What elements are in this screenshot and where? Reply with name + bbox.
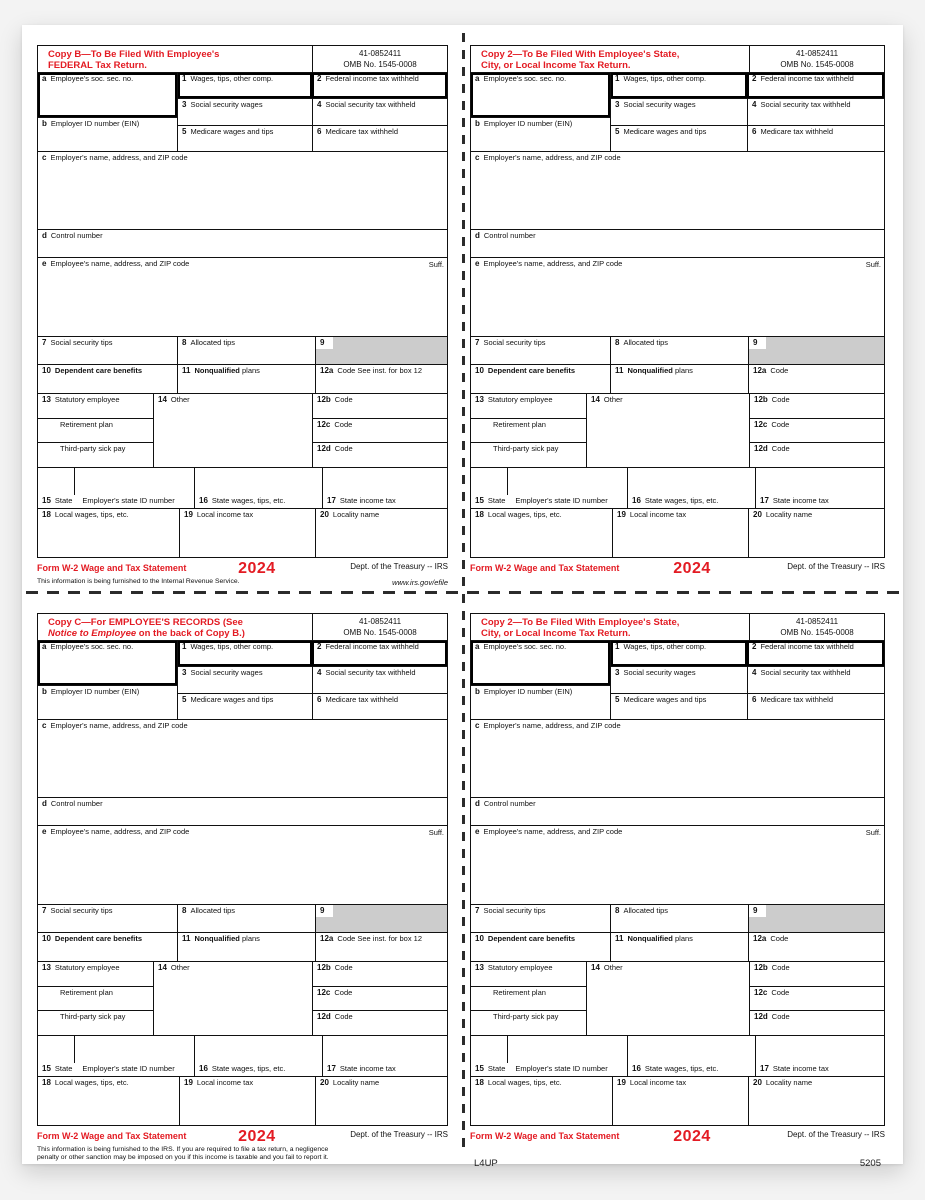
box-13-checkboxes — [38, 962, 153, 1035]
row-7-8-9 — [38, 336, 447, 364]
box-12d-code: 12d Code — [313, 1010, 447, 1035]
box-12b-code: 12b Code — [317, 395, 353, 404]
box-14-other: 14 Other — [586, 394, 749, 467]
omb-box — [312, 46, 447, 72]
boxes-12b-12c-12d — [312, 962, 447, 1035]
box-19-local-income-tax: 19 Local income tax — [179, 1077, 315, 1125]
box-8-allocated-tips: 8 Allocated tips — [177, 337, 315, 364]
irs-efile-link: www.irs.gov/efile — [392, 578, 448, 587]
box-6-medicare-tax: 6 Medicare tax withheld — [747, 694, 884, 719]
box-15-state-divider — [507, 468, 508, 495]
box-11-nonqualified-plans: 11 Nonqualified plans — [610, 365, 748, 393]
box-3-ss-wages: 3 Social security wages — [182, 100, 263, 110]
box-17-state-income-tax: 17 State income tax — [755, 1036, 884, 1076]
box-13-retirement-plan: Retirement plan — [38, 418, 153, 443]
box-12a-code: 12a Code See inst. for box 12 — [315, 933, 447, 961]
suffix-label: Suff. — [428, 260, 444, 269]
dept-treasury-label: Dept. of the Treasury -- IRS — [350, 1130, 448, 1139]
box-a-label: Employee's soc. sec. no. — [50, 642, 134, 651]
form-stock-number: 5205 — [859, 1158, 881, 1170]
box-d-control-number: d Control number — [471, 229, 884, 257]
box-12b-code: 12b Code — [317, 963, 353, 972]
box-15-state-employer-id: 15 State Employer's state ID number — [475, 1064, 608, 1074]
box-11-nonqualified-plans: 11 Nonqualified plans — [177, 933, 315, 961]
box-10-dependent-care: 10 Dependent care benefits — [475, 934, 576, 943]
box-e-employee-address: e Employee's name, address, and ZIP code Suff. — [38, 825, 447, 904]
box-3-ss-wages: 3 Social security wages — [182, 668, 263, 678]
w2-form-box — [470, 613, 885, 1126]
box-2-federal-tax: 2 Federal income tax withheld — [747, 641, 884, 666]
box-14-other: 14 Other — [153, 962, 312, 1035]
row-18-19-20 — [471, 1076, 884, 1125]
box-e-employee-address: e Employee's name, address, and ZIP code Suff. — [471, 257, 884, 336]
box-4-ss-tax: 4 Social security tax withheld — [747, 667, 884, 692]
w2-form-box — [37, 45, 448, 558]
boxes-12b-12c-12d — [749, 962, 884, 1035]
box-8-allocated-tips: 8 Allocated tips — [177, 905, 315, 932]
box-6-medicare-tax: 6 Medicare tax withheld — [747, 126, 884, 151]
box-12b-code: 12b Code — [754, 395, 790, 404]
box-13-checkboxes — [471, 962, 586, 1035]
row-18-19-20 — [38, 508, 447, 557]
copy-title-line1: Copy B—To Be Filed With Employee's — [48, 49, 220, 60]
tax-year: 2024 — [673, 560, 711, 577]
box-7-ss-tips: 7 Social security tips — [475, 906, 546, 915]
form-footer — [470, 560, 885, 578]
box-b-ein — [38, 685, 177, 719]
box-17-state-income-tax: 17 State income tax — [322, 468, 447, 508]
box-2-federal-tax: 2 Federal income tax withheld — [312, 73, 447, 98]
box-a-number: a — [42, 642, 47, 651]
row-10-11-12a — [471, 364, 884, 393]
box-14-other: 14 Other — [153, 394, 312, 467]
box-b-ein — [471, 117, 610, 151]
w2-form-box — [37, 613, 448, 1126]
footer-corner-codes — [470, 1158, 885, 1169]
top-grid-right — [610, 73, 884, 151]
copy-title — [38, 614, 312, 640]
row-15-16-17 — [38, 1035, 447, 1076]
box-4-ss-tax: 4 Social security tax withheld — [312, 667, 447, 692]
box-a-ssn — [471, 73, 610, 117]
footer-note-text — [37, 1146, 329, 1163]
box-12d-code: 12d Code — [313, 442, 447, 467]
box-17-state-income-tax: 17 State income tax — [322, 1036, 447, 1076]
box-12b-code: 12b Code — [754, 963, 790, 972]
box-11-nonqualified-plans: 11 Nonqualified plans — [610, 933, 748, 961]
box-a-number: a — [42, 74, 47, 83]
box-1-wages: 1 Wages, tips, other comp. — [611, 641, 747, 666]
box-8-allocated-tips: 8 Allocated tips — [610, 337, 748, 364]
horizontal-perforation-line — [26, 591, 899, 594]
box-c-employer-address: c Employer's name, address, and ZIP code — [471, 151, 884, 229]
box-a-ssn — [38, 641, 177, 685]
box-13-third-party-sick-pay: Third-party sick pay — [471, 442, 586, 467]
copy-title-line2: on the back of Copy B.) — [136, 628, 245, 640]
form-control-code: 41-0852411 — [358, 49, 402, 58]
box-5-medicare-wages: 5 Medicare wages and tips — [182, 126, 274, 136]
box-15-state-employer-id: 15 State Employer's state ID number — [42, 1064, 175, 1074]
box-19-local-income-tax: 19 Local income tax — [179, 509, 315, 557]
box-3-ss-wages: 3 Social security wages — [615, 668, 696, 678]
suffix-label: Suff. — [865, 828, 881, 837]
box-12c-code: 12c Code — [313, 418, 447, 443]
section-13-14-12bcd — [471, 393, 884, 467]
box-18-local-wages: 18 Local wages, tips, etc. — [42, 510, 129, 519]
form-header — [471, 614, 884, 640]
copy-title-line2: City, or Local Income Tax Return. — [481, 60, 631, 72]
box-c-employer-address: c Employer's name, address, and ZIP code — [38, 719, 447, 797]
box-13-retirement-plan: Retirement plan — [471, 986, 586, 1011]
box-8-allocated-tips: 8 Allocated tips — [610, 905, 748, 932]
box-9-shaded — [315, 337, 447, 364]
box-13-checkboxes — [471, 394, 586, 467]
box-c-employer-address: c Employer's name, address, and ZIP code — [471, 719, 884, 797]
dept-treasury-label: Dept. of the Treasury -- IRS — [787, 1130, 885, 1139]
box-a-label: Employee's soc. sec. no. — [50, 74, 134, 83]
box-16-state-wages: 16 State wages, tips, etc. — [194, 468, 322, 508]
box-20-locality-name: 20 Locality name — [315, 509, 447, 557]
box-b-ein — [471, 685, 610, 719]
box-13-third-party-sick-pay: Third-party sick pay — [38, 1010, 153, 1035]
box-b-label: Employer ID number (EIN) — [483, 119, 573, 128]
box-b-number: b — [475, 687, 480, 696]
top-grid-left — [471, 73, 610, 151]
box-c-employer-address: c Employer's name, address, and ZIP code — [38, 151, 447, 229]
form-footer — [470, 1128, 885, 1146]
tax-year: 2024 — [673, 1128, 711, 1145]
row-10-11-12a — [38, 932, 447, 961]
omb-number: OMB No. 1545-0008 — [780, 627, 854, 637]
box-b-number: b — [42, 119, 47, 128]
box-13-statutory-employee: 13 Statutory employee — [42, 963, 120, 972]
box-5-medicare-wages: 5 Medicare wages and tips — [182, 694, 274, 704]
omb-number: OMB No. 1545-0008 — [780, 59, 854, 69]
box-b-label: Employer ID number (EIN) — [50, 119, 140, 128]
copy-title-line1: Copy 2—To Be Filed With Employee's State, — [481, 617, 680, 628]
copy-title-line2: FEDERAL Tax Return. — [48, 60, 147, 72]
form-control-code: 41-0852411 — [795, 617, 839, 626]
row-15-16-17 — [471, 1035, 884, 1076]
top-grid-left — [38, 73, 177, 151]
boxes-12b-12c-12d — [312, 394, 447, 467]
box-15-state-divider — [74, 1036, 75, 1063]
footer-notes — [470, 1146, 885, 1154]
box-1-wages: 1 Wages, tips, other comp. — [611, 73, 747, 98]
copy-title — [471, 46, 749, 72]
box-9-shaded — [748, 337, 884, 364]
box-9-number: 9 — [316, 337, 333, 349]
box-e-employee-address: e Employee's name, address, and ZIP code Suff. — [471, 825, 884, 904]
copy-title-line1: Copy 2—To Be Filed With Employee's State, — [481, 49, 680, 60]
box-9-shaded — [748, 905, 884, 932]
top-grid-left — [471, 641, 610, 719]
box-13-retirement-plan: Retirement plan — [38, 986, 153, 1011]
copy-title — [471, 614, 749, 640]
copy-title-line2-italic: Notice to Employee — [48, 628, 137, 640]
omb-number: OMB No. 1545-0008 — [343, 59, 417, 69]
box-3-ss-wages: 3 Social security wages — [615, 100, 696, 110]
box-14-other: 14 Other — [586, 962, 749, 1035]
omb-box — [749, 46, 884, 72]
box-19-local-income-tax: 19 Local income tax — [612, 1077, 748, 1125]
box-13-statutory-employee: 13 Statutory employee — [42, 395, 120, 404]
top-grid — [471, 640, 884, 719]
form-control-code: 41-0852411 — [358, 617, 402, 626]
box-a-number: a — [475, 74, 480, 83]
box-12c-code: 12c Code — [750, 418, 884, 443]
suffix-label: Suff. — [428, 828, 444, 837]
box-10-dependent-care: 10 Dependent care benefits — [42, 934, 143, 943]
form-w2-title: Form W-2 Wage and Tax Statement — [37, 1131, 187, 1141]
box-13-statutory-employee: 13 Statutory employee — [475, 963, 553, 972]
section-13-14-12bcd — [38, 961, 447, 1035]
box-e-employee-address: e Employee's name, address, and ZIP code Suff. — [38, 257, 447, 336]
box-13-retirement-plan: Retirement plan — [471, 418, 586, 443]
box-13-third-party-sick-pay: Third-party sick pay — [38, 442, 153, 467]
box-12a-code: 12a Code — [748, 933, 884, 961]
omb-number: OMB No. 1545-0008 — [343, 627, 417, 637]
box-a-label: Employee's soc. sec. no. — [483, 642, 567, 651]
omb-box — [749, 614, 884, 640]
row-15-16-17 — [38, 467, 447, 508]
box-d-control-number: d Control number — [38, 797, 447, 825]
top-grid — [471, 72, 884, 151]
footer-note-line1: This information is being furnished to the Internal Revenue Service. — [37, 578, 240, 585]
top-grid-right — [177, 73, 447, 151]
top-grid — [38, 640, 447, 719]
footer-note-line2: penalty or other sanction may be imposed on you if this income is taxable and you fail to report it. — [37, 1154, 329, 1162]
form-w2-title: Form W-2 Wage and Tax Statement — [470, 563, 620, 573]
box-20-locality-name: 20 Locality name — [748, 509, 884, 557]
form-footer — [37, 560, 448, 578]
dept-treasury-label: Dept. of the Treasury -- IRS — [787, 562, 885, 571]
row-18-19-20 — [471, 508, 884, 557]
box-12d-code: 12d Code — [750, 1010, 884, 1035]
footer-note-text — [37, 578, 240, 587]
box-7-ss-tips: 7 Social security tips — [42, 906, 113, 915]
box-b-label: Employer ID number (EIN) — [483, 687, 573, 696]
omb-box — [312, 614, 447, 640]
box-13-statutory-employee: 13 Statutory employee — [475, 395, 553, 404]
row-10-11-12a — [471, 932, 884, 961]
box-6-medicare-tax: 6 Medicare tax withheld — [312, 126, 447, 151]
box-10-dependent-care: 10 Dependent care benefits — [475, 366, 576, 375]
section-13-14-12bcd — [38, 393, 447, 467]
box-b-label: Employer ID number (EIN) — [50, 687, 140, 696]
copy-title-line1: Copy C—For EMPLOYEE'S RECORDS (See — [48, 617, 243, 628]
box-15-state-divider — [507, 1036, 508, 1063]
section-13-14-12bcd — [471, 961, 884, 1035]
w2-4up-sheet — [22, 25, 903, 1170]
row-7-8-9 — [471, 904, 884, 932]
box-20-locality-name: 20 Locality name — [748, 1077, 884, 1125]
w2-form-box — [470, 45, 885, 558]
box-17-state-income-tax: 17 State income tax — [755, 468, 884, 508]
box-6-medicare-tax: 6 Medicare tax withheld — [312, 694, 447, 719]
box-18-local-wages: 18 Local wages, tips, etc. — [475, 510, 562, 519]
form-stock-code: L4UP — [474, 1158, 498, 1170]
box-9-number: 9 — [749, 337, 766, 349]
box-7-ss-tips: 7 Social security tips — [42, 338, 113, 347]
box-15-state-employer-id: 15 State Employer's state ID number — [42, 496, 175, 506]
footer-notes — [470, 578, 885, 586]
form-header — [471, 46, 884, 72]
box-18-local-wages: 18 Local wages, tips, etc. — [475, 1078, 562, 1087]
box-9-number: 9 — [749, 905, 766, 917]
box-4-ss-tax: 4 Social security tax withheld — [312, 99, 447, 124]
footer-notes — [37, 578, 448, 587]
row-10-11-12a — [38, 364, 447, 393]
box-12a-code: 12a Code — [748, 365, 884, 393]
w2-form-copy-2-state-bottom — [470, 613, 885, 1169]
box-d-control-number: d Control number — [471, 797, 884, 825]
w2-form-copy-b-federal — [37, 45, 448, 591]
box-15-state-employer-id: 15 State Employer's state ID number — [475, 496, 608, 506]
footer-note-line1: This information is being furnished to the IRS. If you are required to file a tax return, a negligence — [37, 1146, 329, 1153]
form-w2-title: Form W-2 Wage and Tax Statement — [37, 563, 187, 573]
box-12a-code: 12a Code See inst. for box 12 — [315, 365, 447, 393]
box-12c-code: 12c Code — [750, 986, 884, 1011]
box-a-ssn — [38, 73, 177, 117]
row-15-16-17 — [471, 467, 884, 508]
box-1-wages: 1 Wages, tips, other comp. — [178, 73, 312, 98]
box-16-state-wages: 16 State wages, tips, etc. — [627, 1036, 755, 1076]
box-b-number: b — [42, 687, 47, 696]
box-b-ein — [38, 117, 177, 151]
form-header — [38, 614, 447, 640]
suffix-label: Suff. — [865, 260, 881, 269]
box-5-medicare-wages: 5 Medicare wages and tips — [615, 694, 707, 704]
box-10-dependent-care: 10 Dependent care benefits — [42, 366, 143, 375]
box-5-medicare-wages: 5 Medicare wages and tips — [615, 126, 707, 136]
box-12c-code: 12c Code — [313, 986, 447, 1011]
box-a-ssn — [471, 641, 610, 685]
tax-year: 2024 — [238, 560, 276, 577]
box-b-number: b — [475, 119, 480, 128]
row-7-8-9 — [471, 336, 884, 364]
form-header — [38, 46, 447, 72]
w2-form-copy-2-state-top — [470, 45, 885, 590]
box-a-label: Employee's soc. sec. no. — [483, 74, 567, 83]
copy-title — [38, 46, 312, 72]
top-grid-right — [177, 641, 447, 719]
box-1-wages: 1 Wages, tips, other comp. — [178, 641, 312, 666]
box-11-nonqualified-plans: 11 Nonqualified plans — [177, 365, 315, 393]
box-9-number: 9 — [316, 905, 333, 917]
form-control-code: 41-0852411 — [795, 49, 839, 58]
tax-year: 2024 — [238, 1128, 276, 1145]
row-18-19-20 — [38, 1076, 447, 1125]
top-grid-right — [610, 641, 884, 719]
top-grid-left — [38, 641, 177, 719]
form-w2-title: Form W-2 Wage and Tax Statement — [470, 1131, 620, 1141]
box-15-state-divider — [74, 468, 75, 495]
form-footer — [37, 1128, 448, 1146]
box-13-third-party-sick-pay: Third-party sick pay — [471, 1010, 586, 1035]
box-12d-code: 12d Code — [750, 442, 884, 467]
box-13-checkboxes — [38, 394, 153, 467]
box-d-control-number: d Control number — [38, 229, 447, 257]
box-16-state-wages: 16 State wages, tips, etc. — [194, 1036, 322, 1076]
box-16-state-wages: 16 State wages, tips, etc. — [627, 468, 755, 508]
copy-title-line2: City, or Local Income Tax Return. — [481, 628, 631, 640]
box-a-number: a — [475, 642, 480, 651]
box-18-local-wages: 18 Local wages, tips, etc. — [42, 1078, 129, 1087]
top-grid — [38, 72, 447, 151]
row-7-8-9 — [38, 904, 447, 932]
boxes-12b-12c-12d — [749, 394, 884, 467]
box-9-shaded — [315, 905, 447, 932]
box-19-local-income-tax: 19 Local income tax — [612, 509, 748, 557]
footer-notes — [37, 1146, 448, 1163]
dept-treasury-label: Dept. of the Treasury -- IRS — [350, 562, 448, 571]
w2-form-copy-c-employee-records — [37, 613, 448, 1167]
box-2-federal-tax: 2 Federal income tax withheld — [747, 73, 884, 98]
box-2-federal-tax: 2 Federal income tax withheld — [312, 641, 447, 666]
box-20-locality-name: 20 Locality name — [315, 1077, 447, 1125]
box-4-ss-tax: 4 Social security tax withheld — [747, 99, 884, 124]
box-7-ss-tips: 7 Social security tips — [475, 338, 546, 347]
